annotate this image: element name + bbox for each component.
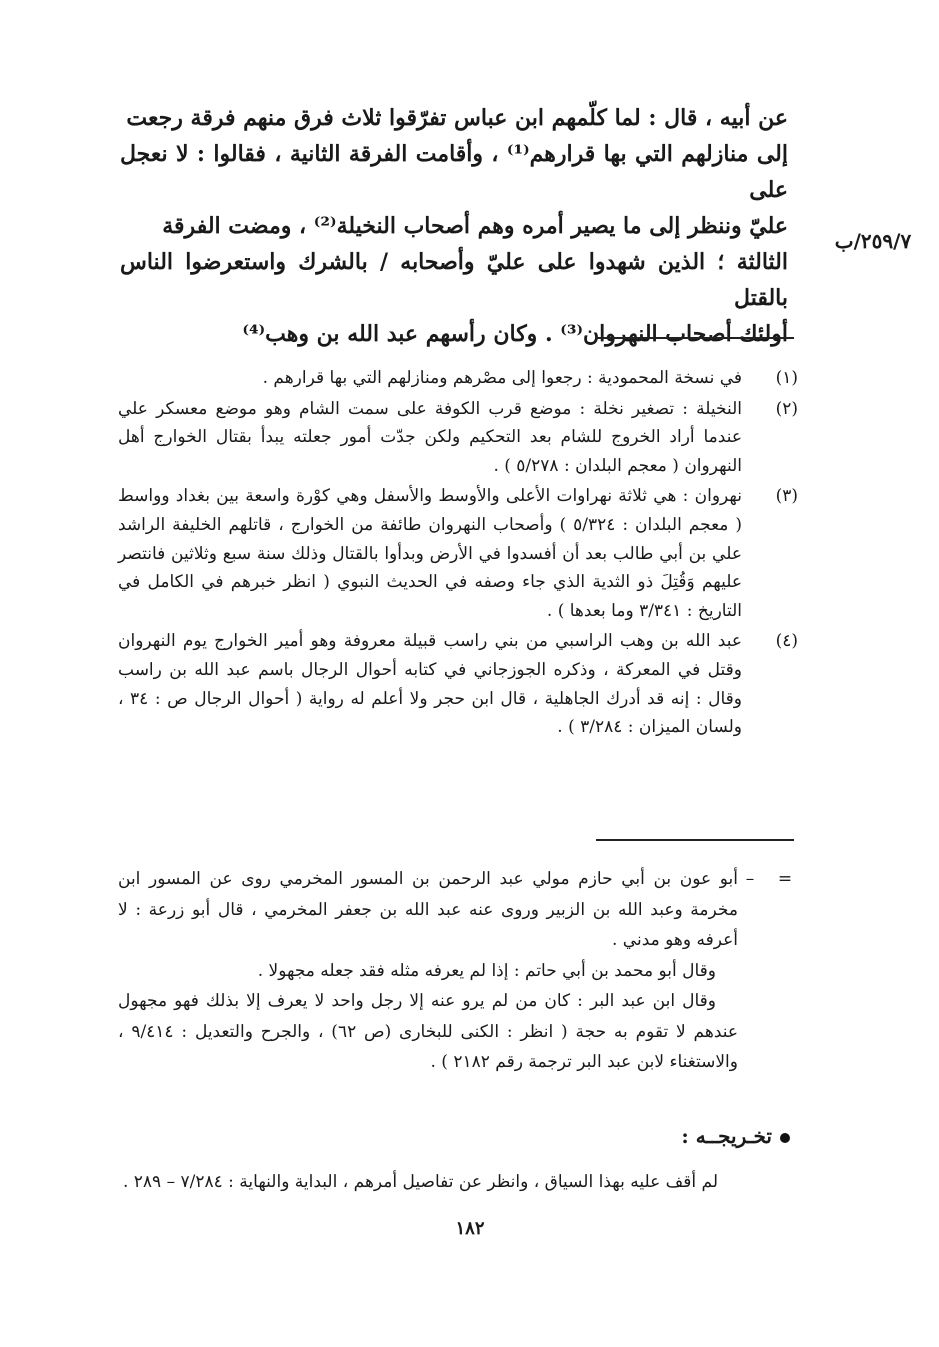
footnote-number: (٣)	[775, 486, 798, 507]
main-text-block	[120, 100, 788, 352]
main-text-line: عليّ وننظر إلى ما يصير أمره وهم أصحاب النخيلة⁽²⁾ ، ومضت الفرقة	[162, 213, 788, 239]
footnote-2	[118, 395, 798, 481]
continued-footnote-first	[118, 864, 808, 956]
continuation-paragraph: وقال أبو محمد بن أبي حاتم : إذا لم يعرفه مثله فقد جعله مجهولا .	[257, 960, 716, 981]
page-number: ١٨٢	[455, 1218, 485, 1239]
continuation-dash: –	[745, 869, 755, 889]
footnote-number: (٤)	[775, 631, 798, 652]
continuation-paragraph: وقال ابن عبد البر : كان من لم يرو عنه إلا رجل واحد لا يعرف إلا بذلك فهو مجهول عندهم لا تقوم به حجة ( انظر : الكنى للبخارى (ص ٦٢) ، والجرح والتعديل : ٩/٤١٤ ، والاستغناء لابن عبد البر ترجمة رقم ٢١٨٢ ) .	[118, 991, 739, 1072]
continuation-separator	[596, 839, 794, 841]
takhrij-heading-text: تخـريجــه :	[681, 1124, 772, 1148]
main-text-line: إلى منازلهم التي بها قرارهم⁽¹⁾ ، وأقامت الفرقة الثانية ، فقالوا : لا نعجل على	[120, 141, 788, 203]
footnote-text: نهروان : هي ثلاثة نهراوات الأعلى والأوسط والأسفل وهي كوْرة واسعة بين بغداد وواسط ( معجم البلدان : ٥/٣٢٤ ) وأصحاب النهروان طائفة من الخوارج ، قاتلهم الخليفة الراشد علي بن أبي طالب بعد أن أفسدوا في الأرض وبدأوا بالقتال وذلك سنة سبع وثلاثين فانتصر عليهم وَقُتِلَ ذو الثدية الذي جاء وصفه في الحديث النبوي ( انظر خبرهم في الكامل في التاريخ : ٣/٣٤١ وما بعدها ) .	[118, 486, 742, 621]
footnote-number: (٢)	[775, 398, 798, 419]
manuscript-folio-reference: ٢٥٩/٧/ب	[834, 229, 912, 253]
main-text-line: الثالثة ؛ الذين شهدوا على عليّ وأصحابه / بالشرك واستعرضوا الناس بالقتل	[120, 249, 788, 311]
footnote-text: عبد الله بن وهب الراسبي من بني راسب قبيلة معروفة وهو أمير الخوارج يوم النهروان وقتل في المعركة ، وذكره الجوزجاني في كتابه أحوال الرجال باسم عبد الله بن راسب وقال : إنه قد أدرك الجاهلية ، قال ابن حجر ولا أعلم له رواية ( أحوال الرجال ص : ٣٤ ، ولسان الميزان : ٣/٢٨٤ ) .	[118, 631, 743, 738]
footnote-1	[118, 364, 798, 393]
footnotes-block	[118, 364, 798, 744]
main-text-line: عن أبيه ، قال : لما كلّمهم ابن عباس تفرّقوا ثلاث فرق منهم فرقة رجعت	[126, 105, 788, 131]
footnote-text: النخيلة : تصغير نخلة : موضع قرب الكوفة على سمت الشام وهو موضع معسكر علي عندما أراد الخروج للشام بعد التحكيم ولكن جدّت أمور جعلته يبدأ بقتال الخوارج أهل النهروان ( معجم البلدان : ٥/٢٧٨ ) .	[118, 398, 742, 476]
footnote-number: (١)	[775, 368, 798, 388]
footnote-separator	[596, 337, 794, 339]
footnote-4	[118, 627, 798, 741]
continuation-mark: =	[777, 869, 793, 889]
footnote-3	[118, 482, 798, 625]
main-text-line: أولئك أصحاب النهروان⁽³⁾ . وكان رأسهم عبد الله بن وهب⁽⁴⁾	[242, 321, 788, 347]
continued-footnote-block	[118, 864, 808, 1078]
continuation-paragraph: أبو عون بن أبي حازم مولي عبد الرحمن بن المسور المخرمي روى عن المسور ابن مخرمة وعبد الله بن الزبير وروى عنه عبد الله بن جعفر المخرمي ، قال أبو زرعة : لا أعرفه وهو مدني .	[118, 869, 738, 950]
takhrij-text: لم أقف عليه بهذا السياق ، وانظر عن تفاصيل أمرهم ، البداية والنهاية : ٧/٢٨٤ – ٢٨٩ .	[122, 1172, 718, 1192]
takhrij-heading	[560, 1124, 790, 1148]
bullet-icon	[780, 1133, 790, 1143]
footnote-text: في نسخة المحمودية : رجعوا إلى مصْرهم ومنازلهم التي بها قرارهم .	[262, 368, 742, 388]
